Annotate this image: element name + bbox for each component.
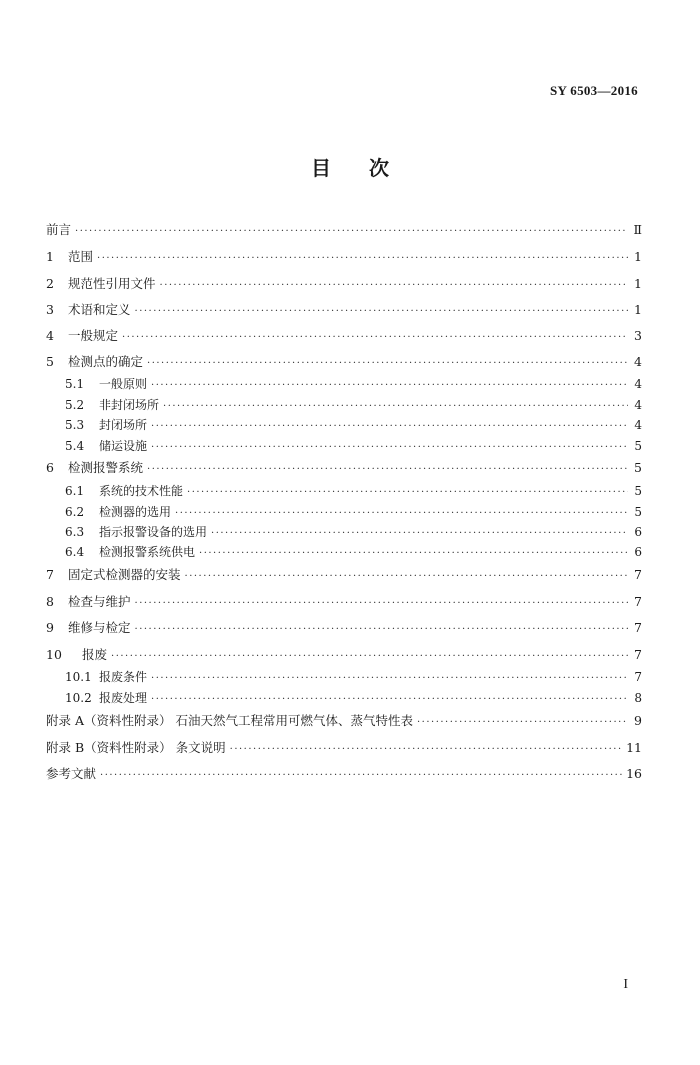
toc-entry-label: 封闭场所 [99, 418, 148, 432]
toc-entry-6[interactable] [46, 459, 642, 477]
toc-entry-3[interactable] [46, 301, 642, 319]
toc-entry-10-1[interactable] [65, 668, 642, 686]
toc-entry-page: 1 [634, 249, 642, 264]
toc-entry-label: 报废条件 [99, 670, 148, 684]
toc-entry-label: 一般规定 [68, 328, 119, 343]
dot-leader [147, 461, 628, 479]
dot-leader [163, 398, 628, 416]
toc-entry-6-4[interactable] [65, 543, 642, 561]
toc-entry-4[interactable] [46, 327, 642, 345]
dot-leader [147, 355, 628, 373]
toc-entry-page: 5 [634, 484, 642, 498]
dot-leader [111, 648, 628, 666]
toc-entry-label: 范围 [68, 249, 94, 264]
toc-entry-label: 附录 B（资料性附录） 条文说明 [46, 740, 226, 755]
dot-leader [230, 741, 622, 759]
toc-entry-10[interactable] [46, 646, 642, 664]
toc-entry-label: 术语和定义 [68, 302, 131, 317]
toc-entry-number: 5.4 [65, 439, 85, 453]
toc-entry-label: 检查与维护 [68, 594, 131, 609]
toc-entry-label: 检测点的确定 [68, 354, 144, 369]
toc-entry-6-2[interactable] [65, 503, 642, 521]
dot-leader [151, 377, 628, 395]
dot-leader [199, 545, 628, 563]
toc-entry-page: 11 [626, 740, 642, 755]
toc-entry-2[interactable] [46, 275, 642, 293]
toc-entry-label: 检测报警系统 [68, 460, 144, 475]
toc-entry-label: 检测器的选用 [99, 505, 172, 519]
toc-entry-label: 一般原则 [99, 377, 148, 391]
toc-entry-8[interactable] [46, 593, 642, 611]
toc-entry-page: 7 [634, 620, 642, 635]
toc-entry-page: 1 [634, 276, 642, 291]
toc-entry-6-1[interactable] [65, 482, 642, 500]
toc-entry-5-3[interactable] [65, 416, 642, 434]
toc-entry-page: 7 [634, 567, 642, 582]
toc-entry-number: 2 [46, 276, 54, 291]
toc-entry-label: 前言 [46, 222, 72, 237]
dot-leader [100, 767, 622, 785]
toc-entry-page: 8 [634, 691, 642, 705]
toc-entry-appendix-a[interactable] [46, 712, 642, 730]
toc-entry-page: 4 [634, 418, 642, 432]
toc-entry-page: 5 [634, 505, 642, 519]
toc-entry-page: 6 [634, 525, 642, 539]
toc-entry-label: 维修与检定 [68, 620, 131, 635]
toc-entry-label: 报废处理 [99, 691, 148, 705]
toc-entry-page: 1 [634, 302, 642, 317]
toc-entry-label: 报废 [82, 647, 108, 662]
toc-entry-label: 储运设施 [99, 439, 148, 453]
toc-entry-label: 固定式检测器的安装 [68, 567, 181, 582]
toc-entry-page: 5 [634, 460, 642, 475]
toc-entry-number: 5.1 [65, 377, 85, 391]
toc-entry-number: 5.2 [65, 398, 85, 412]
toc-entry-number: 7 [46, 567, 54, 582]
toc-entry-number: 6.3 [65, 525, 85, 539]
toc-entry-appendix-b[interactable] [46, 739, 642, 757]
page-title [0, 152, 700, 181]
toc-entry-number: 6 [46, 460, 54, 475]
page-number: I [623, 977, 628, 992]
toc-entry-10-2[interactable] [65, 689, 642, 707]
toc-entry-7[interactable] [46, 566, 642, 584]
dot-leader [135, 621, 628, 639]
toc-entry-page: 16 [626, 766, 642, 781]
toc-entry-number: 10.1 [65, 670, 92, 684]
toc-entry-number: 9 [46, 620, 54, 635]
toc-entry-number: 4 [46, 328, 54, 343]
toc-entry-page: Ⅱ [633, 222, 642, 237]
toc-entry-number: 8 [46, 594, 54, 609]
toc-entry-page: 6 [634, 545, 642, 559]
toc-entry-9[interactable] [46, 619, 642, 637]
toc-entry-number: 5.3 [65, 418, 85, 432]
toc-entry-label: 规范性引用文件 [68, 276, 156, 291]
dot-leader [187, 484, 628, 502]
standard-code: SY 6503—2016 [550, 83, 638, 98]
toc-entry-5-4[interactable] [65, 437, 642, 455]
toc-entry-number: 3 [46, 302, 54, 317]
toc-entry-page: 3 [634, 328, 642, 343]
toc-entry-number: 6.4 [65, 545, 85, 559]
toc-entry-page: 4 [634, 377, 642, 391]
dot-leader [160, 277, 628, 295]
toc-entry-number: 10.2 [65, 691, 92, 705]
dot-leader [175, 505, 628, 523]
toc-entry-label: 非封闭场所 [99, 398, 160, 412]
toc-entry-label: 指示报警设备的选用 [99, 525, 208, 539]
toc-entry-5-1[interactable] [65, 375, 642, 393]
dot-leader [151, 418, 628, 436]
toc-entry-6-3[interactable] [65, 523, 642, 541]
dot-leader [97, 250, 628, 268]
toc-entry-5[interactable] [46, 353, 642, 371]
dot-leader [151, 439, 628, 457]
toc-entry-1[interactable] [46, 248, 642, 266]
dot-leader [135, 595, 628, 613]
dot-leader [185, 568, 628, 586]
dot-leader [417, 714, 628, 732]
toc-entry-page: 7 [634, 594, 642, 609]
toc-entry-page: 5 [634, 439, 642, 453]
toc-entry-number: 10 [46, 647, 62, 662]
toc-entry-number: 6.1 [65, 484, 85, 498]
toc-entry-foreword[interactable] [46, 221, 642, 239]
toc-entry-page: 7 [634, 670, 642, 684]
toc-entry-label: 系统的技术性能 [99, 484, 184, 498]
title-char-1: 目 [311, 156, 331, 180]
toc-entry-references[interactable] [46, 765, 642, 783]
toc-entry-5-2[interactable] [65, 396, 642, 414]
toc-entry-page: 7 [634, 647, 642, 662]
dot-leader [151, 691, 628, 709]
dot-leader [151, 670, 628, 688]
toc-entry-label: 附录 A（资料性附录） 石油天然气工程常用可燃气体、蒸气特性表 [46, 713, 413, 728]
toc-entry-number: 6.2 [65, 505, 85, 519]
toc-entry-page: 9 [634, 713, 642, 728]
toc-entry-page: 4 [634, 354, 642, 369]
dot-leader [75, 223, 628, 241]
dot-leader [211, 525, 628, 543]
toc-entry-number: 5 [46, 354, 54, 369]
dot-leader [135, 303, 628, 321]
toc-entry-page: 4 [634, 398, 642, 412]
dot-leader [122, 329, 628, 347]
title-char-2: 次 [369, 156, 389, 180]
toc-entry-label: 检测报警系统供电 [99, 545, 196, 559]
toc-entry-number: 1 [46, 249, 54, 264]
toc-entry-label: 参考文献 [46, 766, 97, 781]
